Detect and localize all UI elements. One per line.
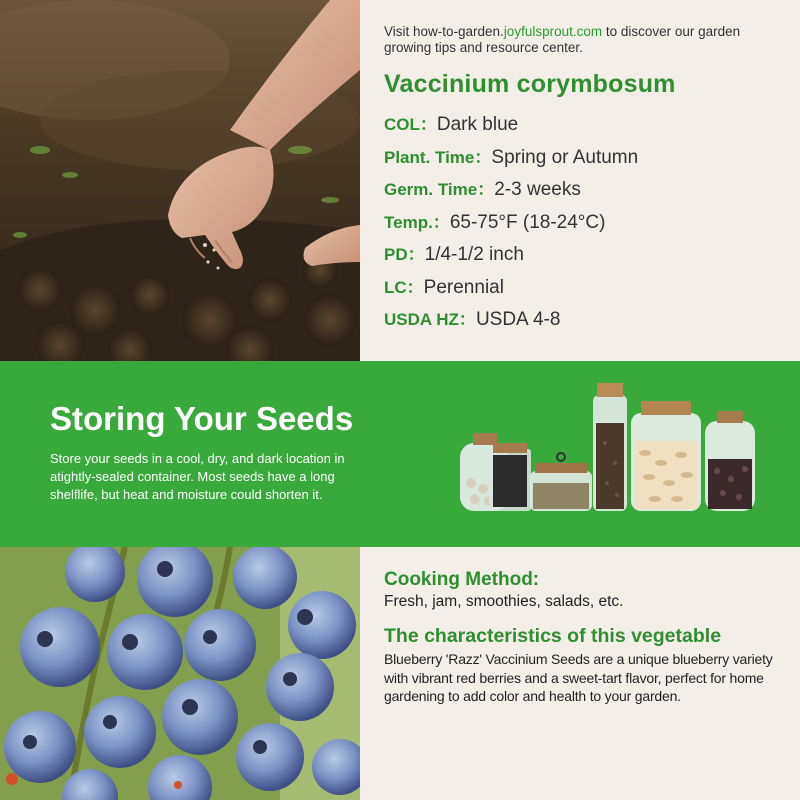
soil-sowing-photo (0, 0, 360, 361)
spec-label: LC： (384, 277, 424, 297)
spec-germ-time (384, 177, 784, 210)
spec-temperature (384, 210, 784, 243)
spec-label: USDA HZ： (384, 310, 476, 329)
spec-value: Spring or Autumn (491, 146, 639, 168)
species-name: Vaccinium corymbosum (384, 70, 676, 98)
visit-prefix: Visit how-to-garden. (384, 24, 504, 39)
spec-label: Plant. Time： (384, 147, 492, 167)
spec-value: 65-75°F (18-24°C) (449, 211, 606, 233)
website-link[interactable]: joyfulsprout.com (503, 24, 603, 39)
storing-seeds-band (0, 361, 800, 547)
spec-label: COL： (384, 115, 437, 134)
spec-planting-depth (384, 242, 784, 275)
spec-value: 1/4-1/2 inch (424, 244, 524, 265)
top-section (0, 0, 800, 361)
spec-value: USDA 4-8 (475, 309, 561, 330)
storing-title: Storing Your Seeds (50, 400, 354, 437)
spec-label: Germ. Time： (384, 180, 495, 199)
details-panel (384, 569, 789, 706)
plant-info-panel (384, 24, 784, 340)
cooking-method-title: Cooking Method: (384, 569, 540, 590)
spec-life-cycle (384, 275, 784, 308)
spec-usda-zone (384, 307, 784, 340)
spec-value: 2-3 weeks (494, 179, 581, 200)
storing-text: Store your seeds in a cool, dry, and dark location in atightly-sealed container. Most seeds have a long shelflife, but heat and moisture could shorten it. (50, 451, 345, 502)
spec-value: Dark blue (436, 114, 519, 135)
visit-suffix: to discover our garden growing tips and resource center. (384, 24, 741, 55)
spec-value: Perennial (423, 276, 504, 298)
seed-jars-image (455, 383, 765, 528)
spec-label: Temp.： (384, 212, 450, 232)
characteristics-text: Blueberry 'Razz' Vaccinium Seeds are a unique blueberry variety with vibrant red berries and a sweet-tart flavor, perfect for home gardening to add color and health to your garden. (384, 651, 773, 704)
visit-text (384, 24, 784, 56)
blueberries-photo (0, 547, 360, 800)
spec-plant-time (384, 145, 784, 178)
cooking-method-text: Fresh, jam, smoothies, salads, etc. (384, 593, 624, 610)
spec-color (384, 112, 784, 145)
spec-list (384, 112, 784, 340)
bottom-section (0, 547, 800, 800)
characteristics-title: The characteristics of this vegetable (384, 625, 722, 647)
spec-label: PD： (384, 245, 425, 264)
